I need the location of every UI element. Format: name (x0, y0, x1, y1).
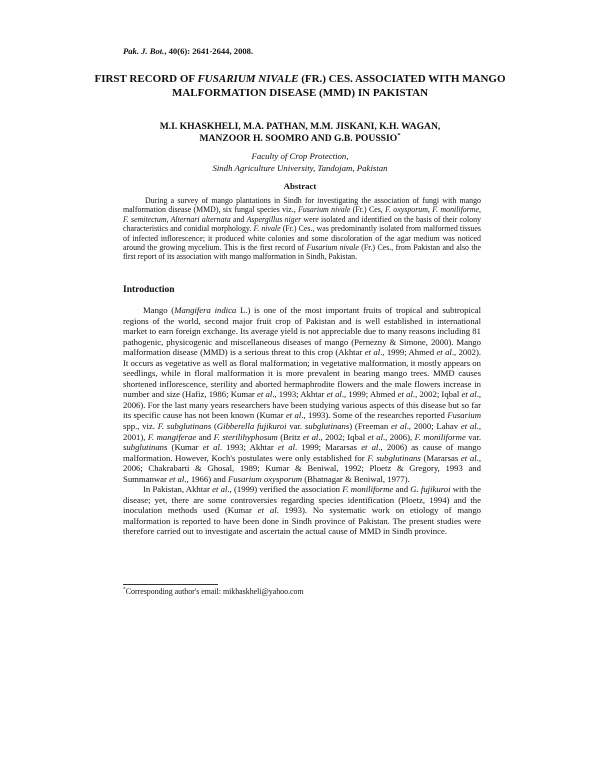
footnote-divider (123, 584, 218, 585)
abstract-text: During a survey of mango plantations in Sindh for investigating the association of fungi with mango malformation disease (MMD), six fungal species viz., Fusarium nivale (Fr.) Ces, F. oxysporum, F. moniliforme, F. semitectum, Alternari alternata and Aspergillus niger were isolated and identified on the basis of their colony characteristics and conidial morphology. F. nivale (Fr.) Ces., was predominantly isolated from malformed tissues of infected inflorescence; it produced white colonies and some discoloration of the agar medium was noticed around the growing mycelium. This is the first record of Fusarium nivale (Fr.) Ces., from Pakistan and also the first report of its association with mango malformation in Sindh, Pakistan. (123, 196, 481, 262)
introduction-heading: Introduction (123, 285, 175, 295)
corresponding-author-mark: * (397, 131, 401, 139)
footnote-mark: * (123, 586, 126, 593)
introduction-paragraph-1: Mango (Mangifera indica L.) is one of the most important fruits of tropical and subtropical regions of the world, second major fruit crop of Pakistan and is well established in international market to earn foreign exchange. Its average yield is not appreciable due to many reasons including 81 pathogenic, physicogenic and miscellaneous diseases of mango (Pernezny & Simone, 2000). Mango malformation disease (MMD) is a serious threat to this crop (Akhtar et al., 1999; Ahmed et al., 2002). It occurs as vegetative as well as floral malformation; in vegetative malformation, it mostly appears on seedlings, while in floral malformation it is more prevalent in bearing mango trees. MMD causes shortened inflorescence, sterility and aborted hermaphrodite flowers and the male flowers increase in number and size (Hafiz, 1986; Kumar et al., 1993; Akhtar et al., 1999; Ahmed et al., 2002; Iqbal et al., 2006). For the last many years researchers have been studying various aspects of this disease but so far its specific cause has not been known (Kumar et al., 1993). Some of the researches reported Fusarium spp., viz. F. subglutinans (Gibberella fujikuroi var. subglutinans) (Freeman et al., 2000; Lahav et al., 2001), F. mangiferae and F. sterilihyphosum (Britz et al., 2002; Iqbal et al., 2006), F. moniliforme var. subglutinans (Kumar et al. 1993; Akhtar et al. 1999; Mararsas et al., 2006) as cause of mango malformation. However, Koch's postulates were only established for F. subglutinans (Mararsas et al., 2006; Chakrabarti & Ghosal, 1989; Kumar & Beniwal, 1992; Ploetz & Gregory, 1993 and Summanwar et al., 1966) and Fusarium oxysporum (Bhatnagar & Beniwal, 1977). (123, 305, 482, 484)
journal-volume-pages: , 40(6): 2641-2644, 2008. (164, 46, 254, 56)
authors-line-1: M.I. KHASKHELI, M.A. PATHAN, M.M. JISKANI, K.H. WAGAN, (159, 121, 441, 132)
journal-citation (123, 46, 253, 56)
affiliation-line-2: Sindh Agriculture University, Tandojam, Pakistan (212, 162, 388, 173)
paper-title: FIRST RECORD OF FUSARIUM NIVALE (FR.) CES. ASSOCIATED WITH MANGO MALFORMATION DISEASE (MMD) IN PAKISTAN (94, 73, 506, 100)
footnote (123, 587, 304, 596)
author-list (80, 121, 520, 145)
footnote-email[interactable]: Corresponding author's email: mikhaskheli@yahoo.com (125, 587, 304, 596)
authors-line-2: MANZOOR H. SOOMRO AND G.B. POUSSIO* (199, 131, 401, 144)
abstract-heading: Abstract (283, 181, 317, 191)
introduction-body (123, 305, 481, 537)
affiliation (80, 151, 520, 174)
title-species: FUSARIUM NIVALE (197, 73, 299, 85)
introduction-paragraph-2: In Pakistan, Akhtar et al., (1999) verified the association F. moniliforme and G. fujikuroi with the disease; yet, there are some controversies regarding species identification (Ploetz, 1994) and the inoculation methods used (Kumar et al. 1993). No systematic work on etiology of mango malformation is reported to have been done in Sindh province of Pakistan. The present studies were therefore carried out to investigate and ascertain the actual cause of MMD in Sindh province. (123, 484, 482, 537)
affiliation-line-1: Faculty of Crop Protection, (251, 151, 349, 161)
journal-abbrev: Pak. J. Bot. (123, 46, 165, 56)
